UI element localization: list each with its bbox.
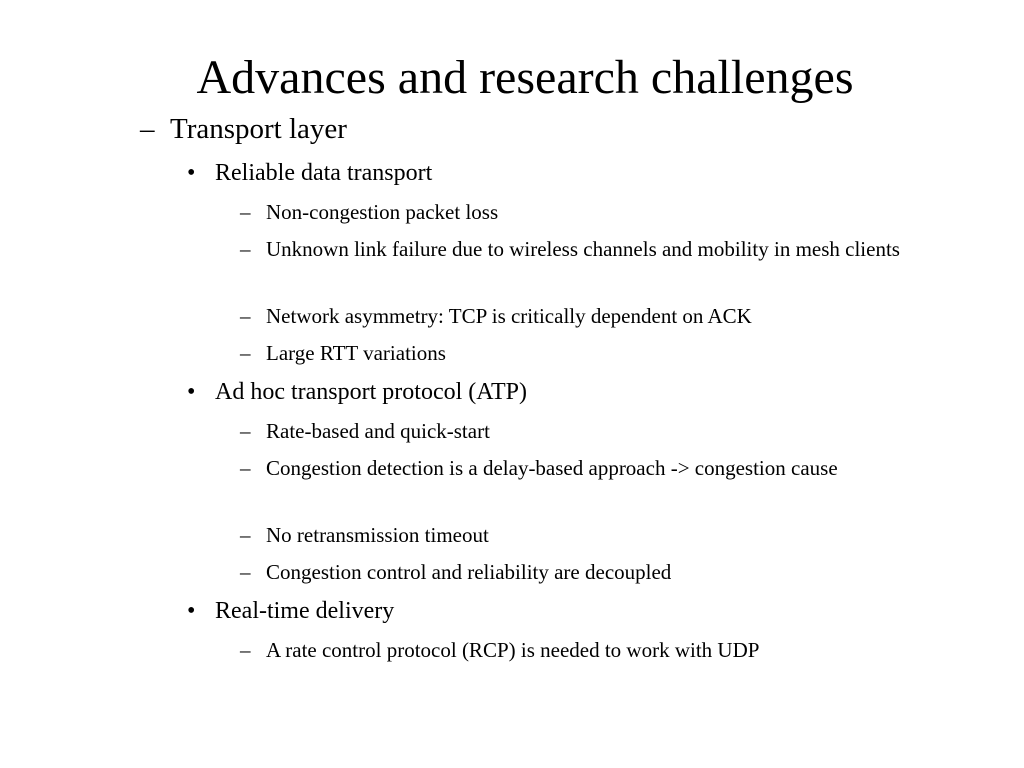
dash-marker: – [240, 638, 251, 662]
subitem [240, 557, 926, 588]
bullet-marker: • [187, 160, 196, 186]
dash-marker: – [240, 200, 251, 224]
section-label: Transport layer [170, 113, 347, 145]
subitem-text: Large RTT variations [266, 341, 446, 365]
bullet-item [187, 377, 527, 407]
subitem-text: Congestion detection is a delay-based approach -> congestion cause [266, 456, 838, 480]
subitem-text: A rate control protocol (RCP) is needed to work with UDP [266, 638, 760, 662]
bullet-label: Real-time delivery [215, 598, 395, 624]
bullet-item [187, 158, 433, 188]
subitem [240, 197, 926, 228]
dash-marker: – [240, 560, 251, 584]
dash-marker: – [240, 419, 251, 443]
subitem [240, 635, 926, 666]
subitem-text: Network asymmetry: TCP is critically dependent on ACK [266, 304, 752, 328]
dash-marker: – [140, 113, 155, 145]
subitem [240, 453, 926, 484]
subitem [240, 416, 926, 447]
subitem [240, 520, 926, 551]
bullet-label: Ad hoc transport protocol (ATP) [215, 379, 527, 405]
dash-marker: – [240, 456, 251, 480]
dash-marker: – [240, 237, 251, 261]
section-heading [140, 112, 347, 146]
dash-marker: – [240, 341, 251, 365]
bullet-item [187, 596, 395, 626]
bullet-marker: • [187, 379, 196, 405]
slide-title: Advances and research challenges [196, 51, 854, 104]
bullet-marker: • [187, 598, 196, 624]
subitem-text: Non-congestion packet loss [266, 200, 499, 224]
dash-marker: – [240, 523, 251, 547]
subitem [240, 234, 926, 265]
subitem-text: Unknown link failure due to wireless channels and mobility in mesh clients [266, 237, 900, 261]
bullet-label: Reliable data transport [215, 160, 433, 186]
subitem [240, 338, 926, 369]
subitem [240, 301, 926, 332]
dash-marker: – [240, 304, 251, 328]
subitem-text: No retransmission timeout [266, 523, 489, 547]
subitem-text: Rate-based and quick-start [266, 419, 490, 443]
subitem-text: Congestion control and reliability are decoupled [266, 560, 672, 584]
